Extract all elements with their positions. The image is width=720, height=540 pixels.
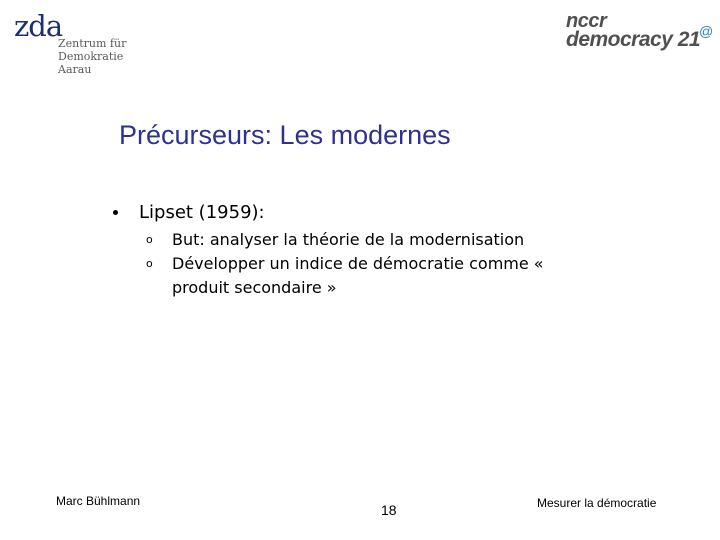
sub-bullet-item — [146, 252, 586, 300]
footer-author: Marc Bühlmann — [56, 494, 141, 508]
bullet-text: Lipset (1959): — [139, 202, 265, 223]
sub-bullet-item — [146, 228, 586, 252]
nccr-at-icon: @ — [699, 23, 714, 39]
bullet-dot-icon — [113, 210, 118, 215]
sub-bullet-list — [146, 228, 586, 300]
nccr-logo-line1: nccr — [566, 10, 607, 32]
circle-bullet-icon: o — [146, 257, 153, 270]
circle-bullet-icon: o — [146, 233, 153, 246]
slide-title: Précurseurs: Les modernes — [119, 120, 451, 150]
zda-logo-line: Demokratie — [58, 50, 124, 63]
zda-logo — [14, 10, 144, 80]
footer-page-number: 18 — [381, 502, 397, 518]
zda-logo-line: Zentrum für — [58, 37, 127, 50]
nccr-logo — [566, 12, 716, 56]
footer-topic: Mesurer la démocratie — [537, 496, 657, 510]
zda-logo-line: Aarau — [58, 63, 92, 76]
zda-logo-mark: zda — [14, 9, 63, 43]
zda-logo-text — [58, 37, 126, 76]
sub-bullet-text: Développer un indice de démocratie comme « produit secondaire » — [172, 254, 544, 297]
nccr-logo-line2: democracy 21 — [566, 28, 701, 51]
sub-bullet-text: But: analyser la théorie de la modernisation — [172, 230, 525, 249]
